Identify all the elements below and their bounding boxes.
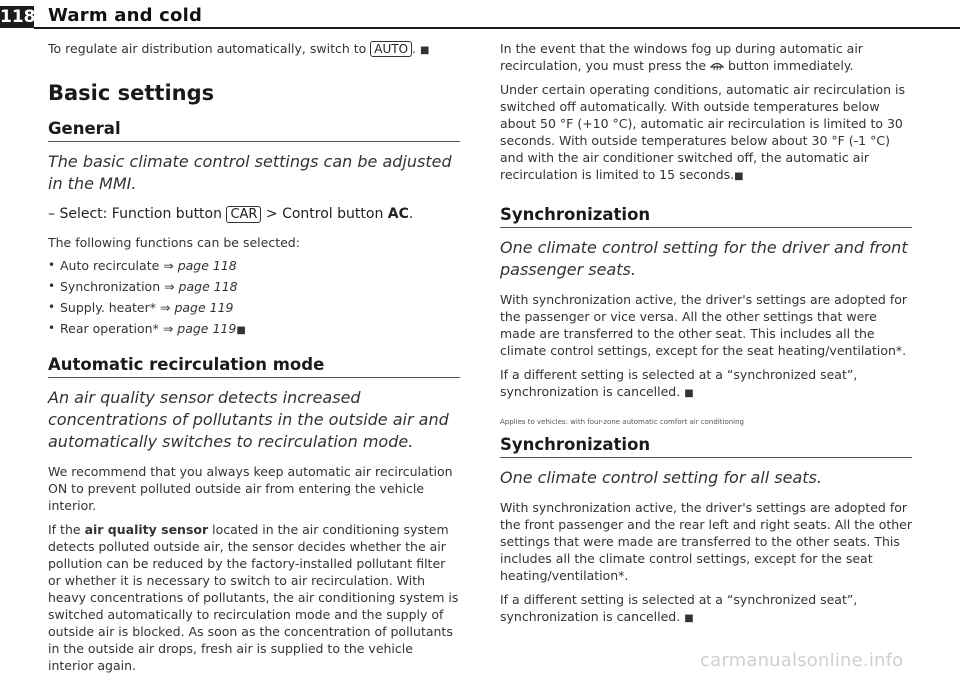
left-column [48, 40, 460, 681]
list-item: • Synchronization ⇒ page 118 [48, 276, 460, 297]
fog-paragraph: In the event that the windows fog up during automatic air recirculation, you must press the button immediately. [500, 41, 863, 73]
end-mark: ■ [684, 388, 694, 399]
right-column [500, 40, 912, 634]
function-list [48, 255, 460, 341]
list-item: • Supply. heater* ⇒ page 119 [48, 297, 460, 318]
air-quality-sensor-term: air quality sensor [84, 522, 209, 537]
auto-recirc-lead: An air quality sensor detects increased concentrations of pollutants in the outside air and automatically switches to recirculation mode. [48, 388, 449, 451]
auto-recirc-heading: Automatic recirculation mode [48, 355, 460, 378]
list-intro: The following functions can be selected: [48, 235, 300, 250]
header-rule [34, 27, 960, 29]
auto-key: AUTO [370, 41, 412, 57]
sync-all-p2: If a different setting is selected at a “synchronized seat”, synchronization is cancelled. ■ [500, 592, 858, 624]
sync-p2: If a different setting is selected at a “synchronized seat”, synchronization is cancelled. ■ [500, 367, 858, 399]
sync-all-section [500, 435, 912, 458]
intro-paragraph: To regulate air distribution automatically, switch to AUTO . ■ [48, 41, 430, 56]
sync-all-p1: With synchronization active, the driver's settings are adopted for the front passenger and the rear left and right seats. All the other settings that were made are transferred to the other seats. This includes all the climate control settings, except for the seat heating/ventilation*. [500, 500, 913, 583]
end-mark: ■ [734, 171, 744, 182]
chapter-title: Warm and cold [48, 5, 203, 26]
page-number: 118 [0, 7, 36, 27]
defrost-icon [710, 58, 724, 69]
sync-p1: With synchronization active, the driver's settings are adopted for the passenger or vice versa. All the other settings that were made are transferred to the other seat. This includes all the climate control settings, except for the seat heating/ventilation*. [500, 292, 908, 358]
sync-all-heading: Synchronization [500, 435, 912, 458]
general-step: – Select: Function button CAR > Control button AC. [48, 206, 414, 222]
watermark: carmanualsonline.info [700, 650, 904, 671]
auto-recirc-section [48, 355, 460, 378]
page-link[interactable]: ⇒ page 119 [160, 300, 234, 315]
sync-all-lead: One climate control setting for all seats. [500, 468, 822, 487]
ac-control: AC [387, 206, 409, 222]
end-mark: ■ [236, 325, 246, 336]
basic-settings-heading: Basic settings [48, 81, 215, 105]
general-lead: The basic climate control settings can be adjusted in the MMI. [48, 152, 452, 193]
page-header [0, 0, 960, 26]
sync-heading: Synchronization [500, 205, 912, 228]
car-key: CAR [226, 206, 261, 223]
general-section [48, 119, 460, 142]
end-mark: ■ [420, 45, 430, 56]
sync-section [500, 205, 912, 228]
page-link[interactable]: ⇒ page 118 [164, 279, 238, 294]
end-mark: ■ [684, 613, 694, 624]
page-link[interactable]: ⇒ page 119 [162, 321, 237, 336]
list-item: • Auto recirculate ⇒ page 118 [48, 255, 460, 276]
page-link[interactable]: ⇒ page 118 [163, 258, 237, 273]
auto-recirc-p2: If the air quality sensor located in the air conditioning system detects polluted outside air, the sensor decides whether the air pollution can be reduced by the factory-installed pollutant filter or whether it is necessary to switch to air recirculation. With heavy concentrations of pollutants, the air conditioning system is switched automatically to recirculation mode and the supply of outside air is blocked. As soon as the concentration of pollutants in the outside air drops, fresh air is supplied to the vehicle interior again. [48, 522, 459, 673]
sync-lead: One climate control setting for the driver and front passenger seats. [500, 238, 908, 279]
list-item: • Rear operation* ⇒ page 119■ [48, 318, 460, 341]
general-heading: General [48, 119, 460, 142]
operating-conditions-paragraph: Under certain operating conditions, automatic air recirculation is switched off automatically. With outside temperatures below about 50 °F (+10 °C), automatic air recirculation is limited to 30 seconds. With outside temperatures below about 30 °F (-1 °C) and with the air conditioner switched off, the automatic air recirculation is limited to 15 seconds.■ [500, 82, 905, 182]
applies-note: Applies to vehicles: with four-zone automatic comfort air conditioning [500, 418, 744, 426]
auto-recirc-p1: We recommend that you always keep automatic air recirculation ON to prevent polluted outside air from entering the vehicle interior. [48, 464, 453, 513]
